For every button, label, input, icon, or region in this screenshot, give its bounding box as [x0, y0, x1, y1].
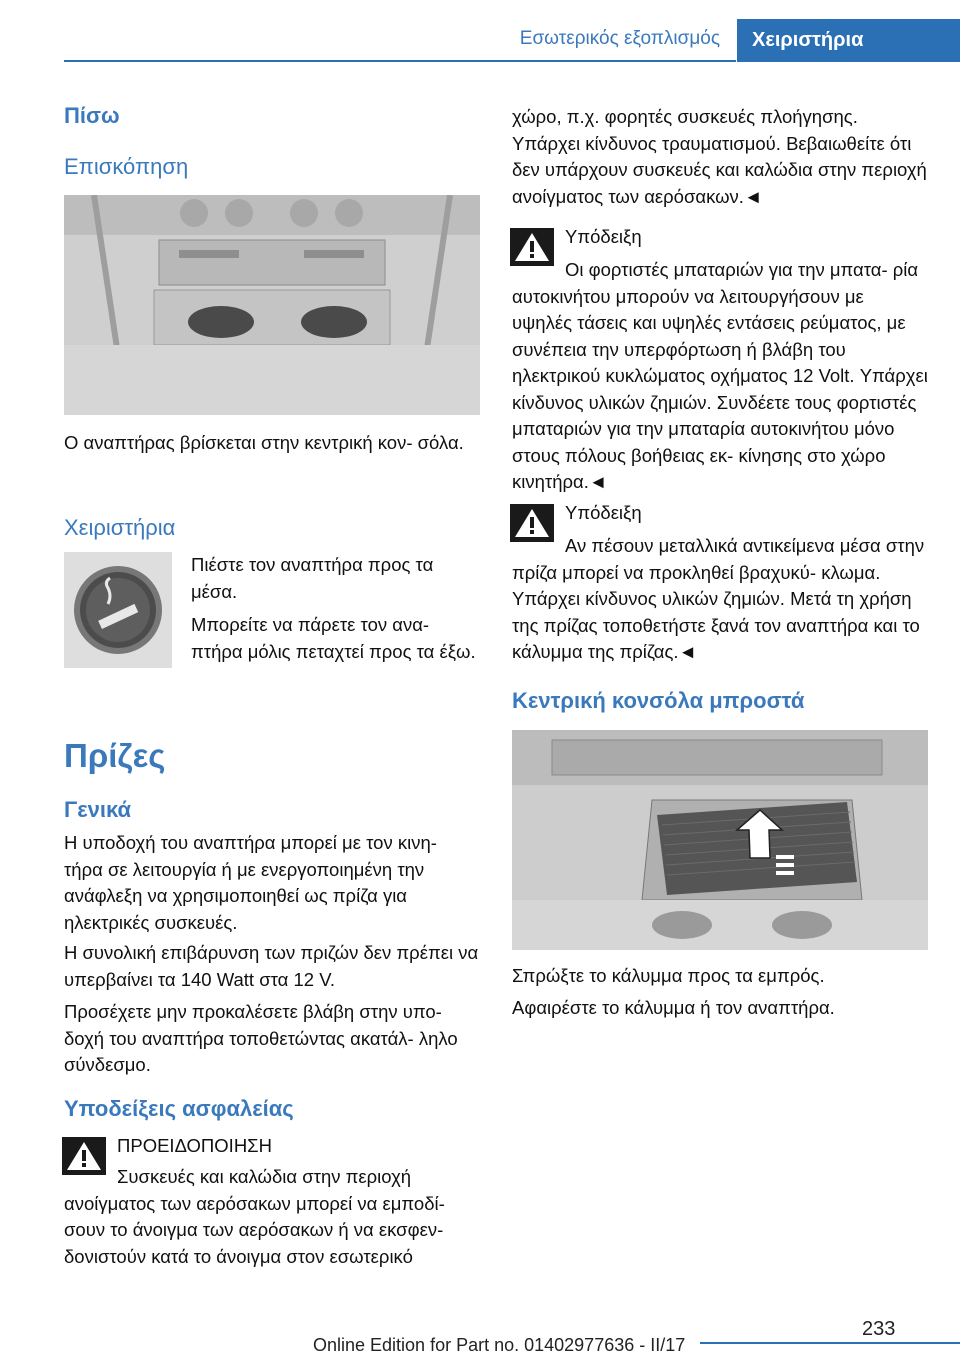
front-text-1: Σπρώξτε το κάλυμμα προς τα εμπρός.	[512, 965, 825, 986]
note1-text: Οι φορτιστές μπαταριών για την μπατα‐ ρία αυτοκινήτου μπορούν να λειτουργήσουν με υψηλές τάσεις και υψηλές εντάσεις ρεύματος, με συνέπεια την υπερφόρτωση ή βλάβη του ηλεκτρικού κυκλώματος οχήματος 12 Volt. Υπάρχει κίνδυνος υλικών ζημιών. Συνδέετε τους φορτιστές μπαταριών για την μπαταρία αυτοκινήτου μόνο στους πόλους βοήθειας εκ‐ κίνησης στο χώρο κινητήρα.◄	[512, 259, 928, 492]
page-number: 233	[862, 1318, 896, 1340]
general-text-3: Προσέχετε μην προκαλέσετε βλάβη στην υπο‐ δοχή του αναπτήρα τοποθετώντας ακατάλ‐ ληλο σύνδεσμο.	[64, 1001, 458, 1075]
front-console-illustration	[512, 730, 928, 950]
front-text-2: Αφαιρέστε το κάλυμμα ή τον αναπτήρα.	[512, 997, 835, 1018]
continued-text: χώρο, π.χ. φορητές συσκευές πλοήγησης. Υπάρχει κίνδυνος τραυματισμού. Βεβαιωθείτε ότι δεν υπάρχουν συσκευές και καλώδια στην περιοχή ανοίγματος των αερόσακων.◄	[512, 106, 927, 207]
edition-footer: Online Edition for Part no. 01402977636 - II/17	[313, 1335, 686, 1355]
controls-title: Χειριστήρια	[64, 515, 176, 540]
warning-label: ΠΡΟΕΙΔΟΠΟΙΗΣΗ	[117, 1135, 272, 1156]
note2-label: Υπόδειξη	[565, 502, 642, 523]
safety-title: Υποδείξεις ασφαλείας	[64, 1096, 294, 1121]
header-chapter-tab: Χειριστήρια	[737, 19, 960, 62]
cigarette-lighter-icon	[64, 552, 172, 668]
controls-text-1: Πιέστε τον αναπτήρα προς τα μέσα.	[191, 554, 434, 602]
general-text-1: Η υποδοχή του αναπτήρα μπορεί με τον κινη‐ τήρα σε λειτουργία ή με ενεργοποιημένη την ανάφλεξη να χρησιμοποιηθεί ως πρίζα για ηλεκτρικές συσκευές.	[64, 832, 437, 933]
front-console-title: Κεντρική κονσόλα μπροστά	[512, 688, 805, 713]
overview-title: Επισκόπηση	[64, 154, 189, 179]
note1-label: Υπόδειξη	[565, 226, 642, 247]
controls-text-2: Μπορείτε να πάρετε τον ανα‐ πτήρα μόλις πεταχτεί προς τα έξω.	[191, 614, 476, 662]
header-rule	[64, 60, 736, 62]
overview-caption: Ο αναπτήρας βρίσκεται στην κεντρική κον‐ σόλα.	[64, 432, 464, 453]
footer-rule	[700, 1342, 960, 1344]
rear-title: Πίσω	[64, 103, 120, 128]
front-console-photo	[512, 730, 928, 950]
sockets-title: Πρίζες	[64, 737, 166, 774]
general-text-2: Η συνολική επιβάρυνση των πριζών δεν πρέπει να υπερβαίνει τα 140 Watt στα 12 V.	[64, 942, 479, 990]
cigarette-lighter-photo	[64, 552, 172, 668]
page-header	[0, 0, 960, 62]
note2-text: Αν πέσουν μεταλλικά αντικείμενα μέσα στην πρίζα μπορεί να προκληθεί βραχυκύ‐ κλωμα. Υπάρχει κίνδυνος υλικών ζημιών. Μετά τη χρήση της πρίζας τοποθετήστε ξανά τον αναπτήρα και το κάλυμμα της πρίζας.◄	[512, 535, 925, 662]
warning-text: Συσκευές και καλώδια στην περιοχή ανοίγματος των αερόσακων μπορεί να εμποδί‐ σουν το άνοιγμα των αερόσακων ή να εκσφεν‐ δονιστούν κατά το άνοιγμα στον εσωτερικό	[64, 1166, 445, 1267]
header-section-title: Εσωτερικός εξοπλισμός	[519, 28, 720, 49]
rear-console-photo	[64, 195, 480, 415]
rear-console-illustration	[64, 195, 480, 415]
general-title: Γενικά	[64, 797, 132, 822]
